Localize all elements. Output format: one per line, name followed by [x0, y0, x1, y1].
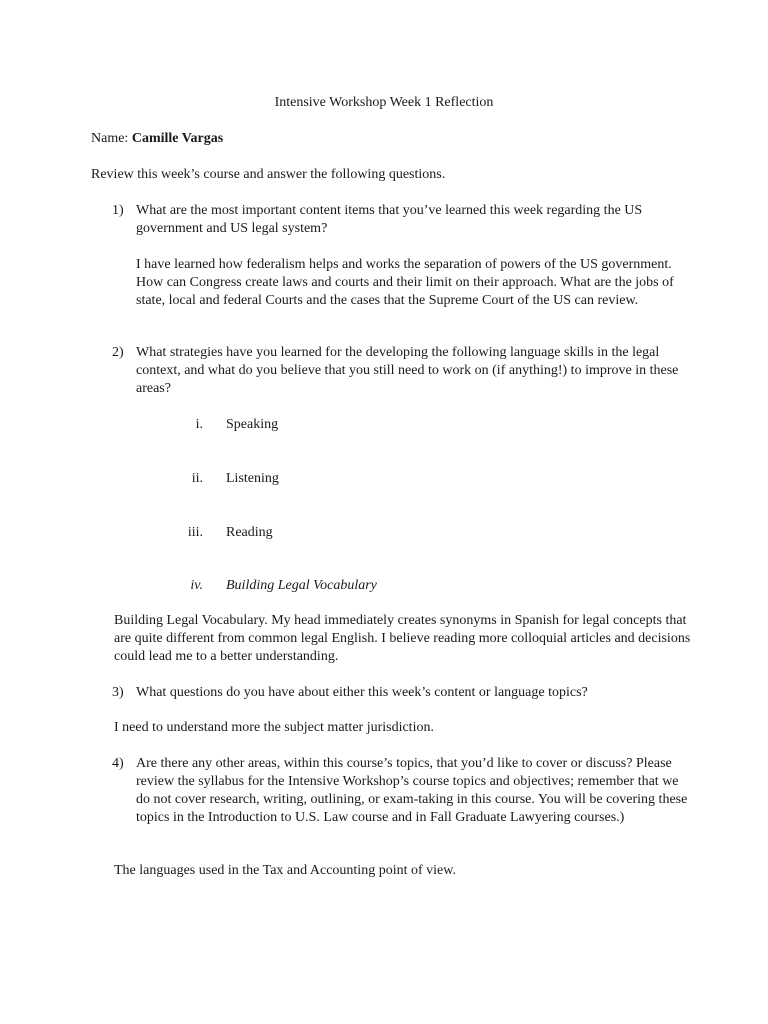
skill-2-numeral: ii. — [191, 471, 203, 486]
name-label: Name: — [91, 131, 132, 146]
skill-2-label: Listening — [226, 471, 279, 486]
question-4-text: Are there any other areas, within this course’s topics, that you’d like to cover or discuss? Please review the syllabus for the Intensive Workshop’s course topics and objectives; remember that we do not cover research, writing, outlining, or exam-taking in this course. You will be covering these topics in the Introduction to U.S. Law course and in Fall Graduate Lawyering courses.) — [136, 756, 688, 825]
skill-1-label: Speaking — [226, 417, 279, 432]
name-value: Camille Vargas — [131, 131, 224, 146]
instructions: Review this week’s course and answer the following questions. — [91, 167, 446, 182]
answer-2: Building Legal Vocabulary. My head immediately creates synonyms in Spanish for legal concepts that are quite different from common legal English. I believe reading more colloquial articles and decisions could lead me to a better understanding. — [114, 613, 691, 664]
question-1-text: What are the most important content items that you’ve learned this week regarding the US government and US legal system? — [136, 203, 643, 236]
answer-3: I need to understand more the subject matter jurisdiction. — [114, 720, 434, 735]
question-2-number: 2) — [112, 345, 124, 360]
question-3-number: 3) — [112, 685, 124, 700]
skill-3-numeral: iii. — [187, 525, 203, 540]
skill-4-numeral: iv. — [190, 578, 203, 593]
question-4-number: 4) — [112, 756, 124, 771]
skill-3-label: Reading — [226, 525, 273, 540]
question-3-text: What questions do you have about either this week’s content or language topics? — [136, 685, 588, 700]
question-1-number: 1) — [112, 203, 124, 218]
answer-1: I have learned how federalism helps and works the separation of powers of the US government. How can Congress create laws and courts and their limit on their approach. What are the jobs of state, local and federal Courts and the cases that the Supreme Court of the US can review. — [136, 257, 674, 308]
skill-1-numeral: i. — [195, 417, 203, 432]
document-title: Intensive Workshop Week 1 Reflection — [274, 95, 494, 110]
name-line — [91, 130, 223, 148]
skill-4-label: Building Legal Vocabulary — [226, 578, 377, 593]
question-2-text: What strategies have you learned for the developing the following language skills in the legal context, and what do you believe that you still need to work on (if anything!) to improve in these areas? — [136, 345, 679, 396]
answer-4: The languages used in the Tax and Accounting point of view. — [114, 863, 456, 878]
